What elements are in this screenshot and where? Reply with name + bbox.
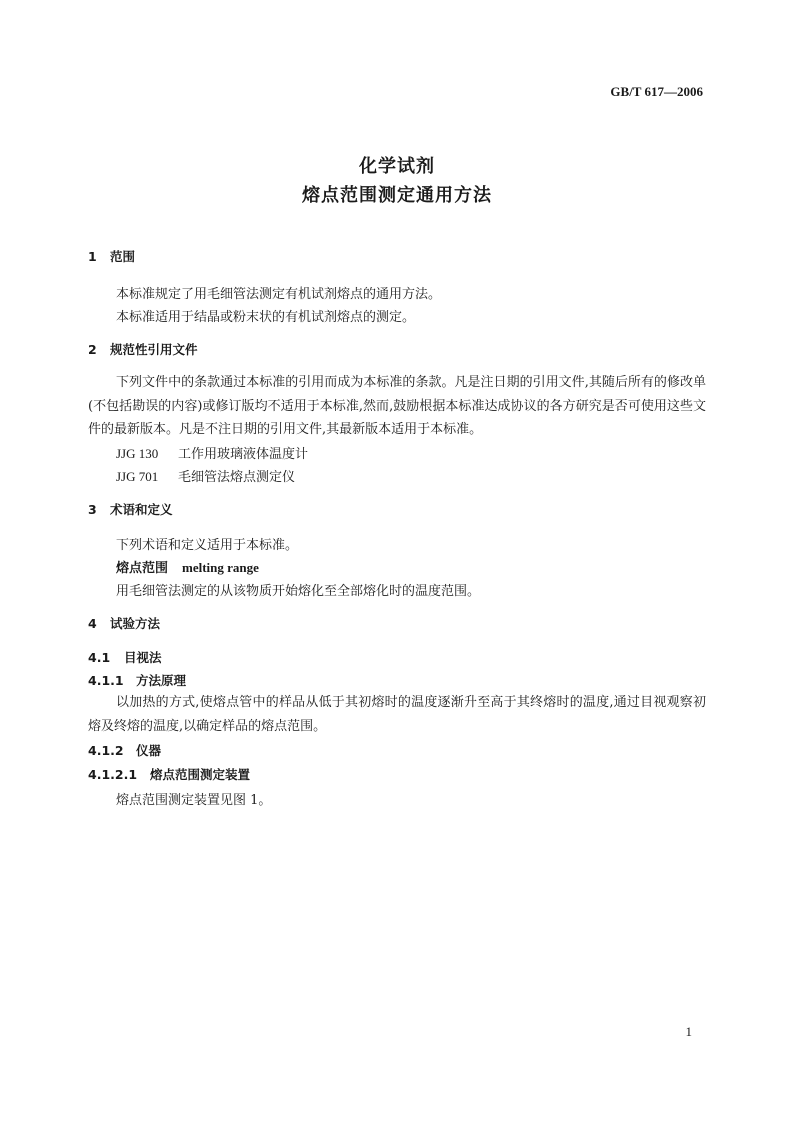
section-title: 熔点范围测定装置 xyxy=(150,767,251,782)
section-number: 4.1.1 xyxy=(88,673,124,688)
section-title: 仪器 xyxy=(136,743,162,758)
section-number: 1 xyxy=(88,249,97,264)
paragraph: 下列术语和定义适用于本标准。 xyxy=(116,538,299,553)
reference-title: 毛细管法熔点测定仪 xyxy=(178,470,296,485)
section-number: 4 xyxy=(88,616,97,631)
section-title: 目视法 xyxy=(124,650,162,665)
reference-code: JJG 130 xyxy=(116,446,159,461)
section-4-1-1-heading xyxy=(88,671,186,689)
paragraph: 熔点范围测定装置见图 1。 xyxy=(116,793,272,808)
section-number: 4.1.2 xyxy=(88,743,124,758)
paragraph: 本标准适用于结晶或粉末状的有机试剂熔点的测定。 xyxy=(116,310,416,325)
standard-number: GB/T 617—2006 xyxy=(610,84,703,99)
section-4-heading xyxy=(88,614,160,632)
term-chinese: 熔点范围 xyxy=(116,561,169,576)
section-number: 4.1 xyxy=(88,650,111,665)
section-4-1-2-1-heading xyxy=(88,765,250,783)
section-number: 4.1.2.1 xyxy=(88,767,138,782)
section-2-heading xyxy=(88,340,198,358)
paragraph: 下列文件中的条款通过本标准的引用而成为本标准的条款。凡是注日期的引用文件,其随后所有的修改单(不包括勘误的内容)或修订版均不适用于本标准,然而,鼓励根据本标准达成协议的各方研究是否可使用这些文件的最新版本。凡是不注日期的引用文件,其最新版本适用于本标准。 xyxy=(88,375,706,437)
reference-code: JJG 701 xyxy=(116,469,159,484)
term-definition: 用毛细管法测定的从该物质开始熔化至全部熔化时的温度范围。 xyxy=(116,584,481,599)
term-entry xyxy=(116,557,259,576)
section-title: 规范性引用文件 xyxy=(110,342,198,357)
section-number: 3 xyxy=(88,502,97,517)
section-title: 试验方法 xyxy=(110,616,161,631)
document-title-line1: 化学试剂 xyxy=(359,156,435,177)
section-3-heading xyxy=(88,500,173,518)
reference-item xyxy=(116,466,295,485)
section-4-1-2-heading xyxy=(88,741,161,759)
paragraph: 本标准规定了用毛细管法测定有机试剂熔点的通用方法。 xyxy=(116,287,442,302)
section-title: 范围 xyxy=(110,249,136,264)
section-4-1-heading xyxy=(88,648,162,666)
section-title: 术语和定义 xyxy=(110,502,173,517)
section-1-heading xyxy=(88,247,135,265)
page-number: 1 xyxy=(685,1024,692,1039)
reference-item xyxy=(116,443,308,462)
reference-title: 工作用玻璃液体温度计 xyxy=(178,447,309,462)
section-title: 方法原理 xyxy=(136,673,187,688)
section-number: 2 xyxy=(88,342,97,357)
term-english: melting range xyxy=(182,560,259,575)
document-title-line2: 熔点范围测定通用方法 xyxy=(302,185,492,206)
paragraph: 以加热的方式,使熔点管中的样品从低于其初熔时的温度逐渐升至高于其终熔时的温度,通过目视观察初熔及终熔的温度,以确定样品的熔点范围。 xyxy=(88,695,706,734)
